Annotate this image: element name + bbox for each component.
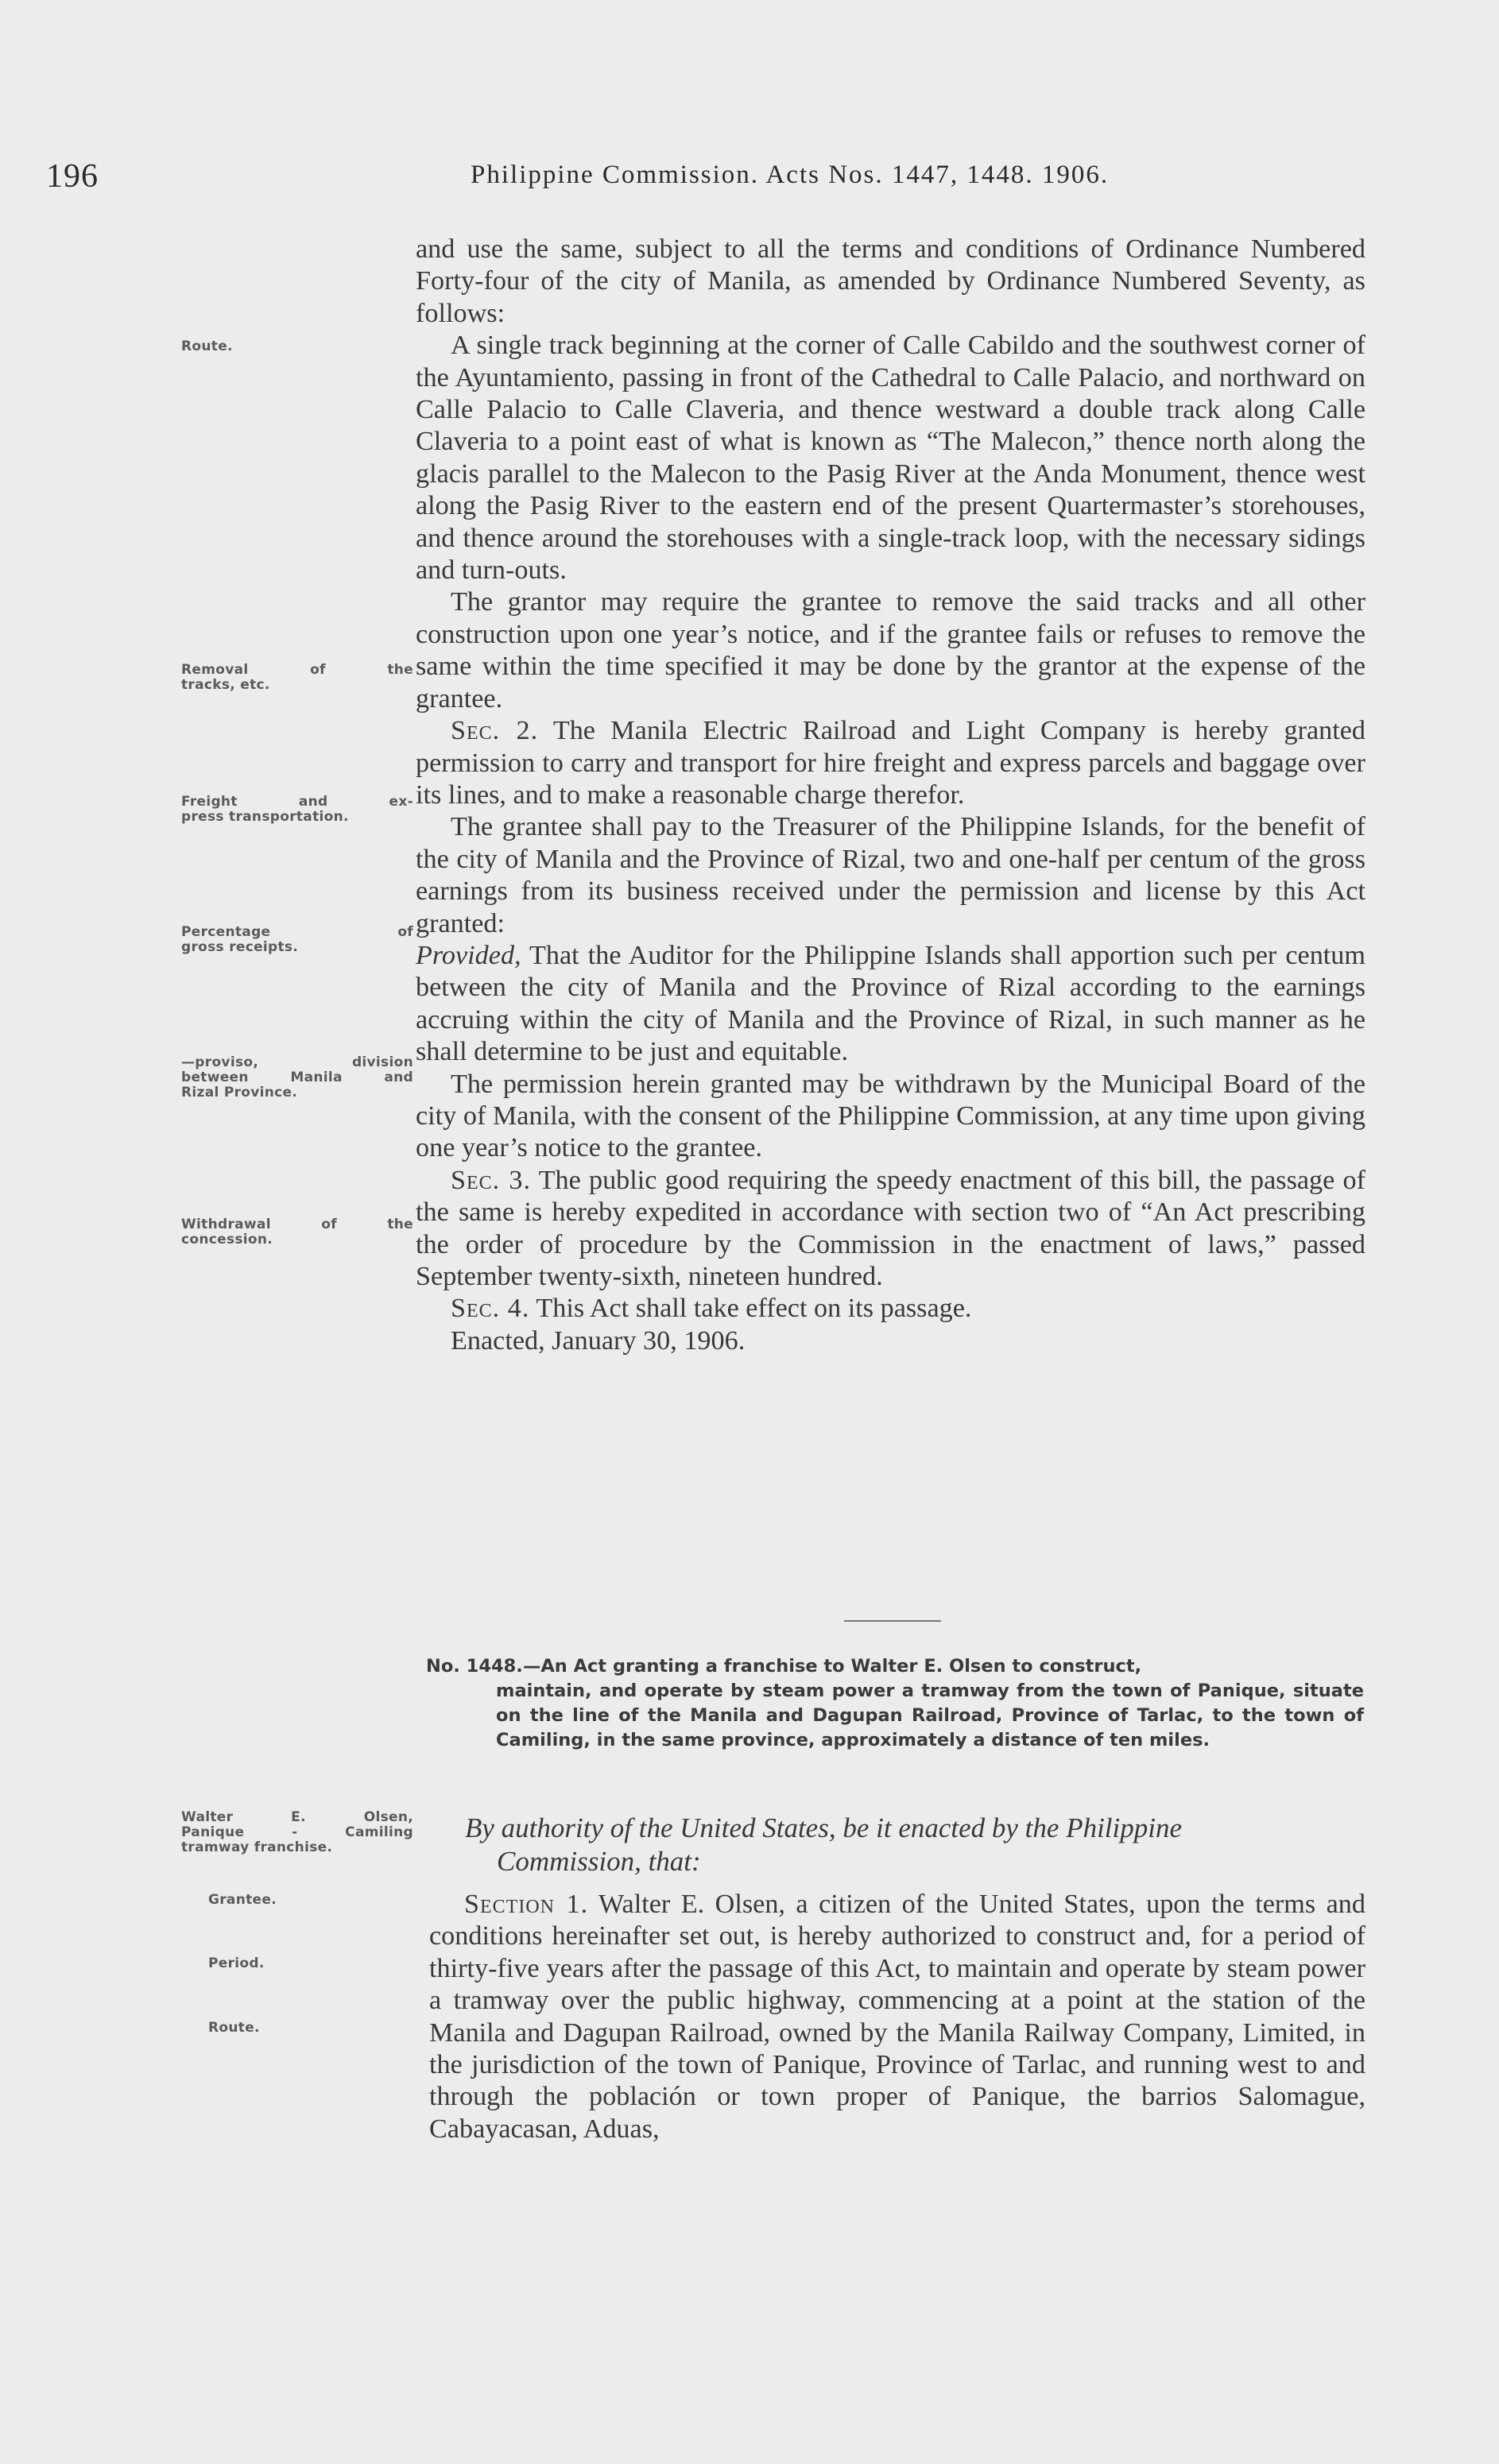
paragraph-enacted: Enacted, January 30, 1906. (451, 1325, 746, 1356)
margin-note-removal: Removal of the tracks, etc. (181, 662, 413, 693)
act-title-rest: maintain, and operate by steam power a tramway from the town of Panique, situate on the line of the Manila and Dagupan Railroad, Province of Tarlac, to the town of Camiling, in the same province, approximately a distance of ten miles. (496, 1681, 1364, 1750)
section-label: Sec. 3. (451, 1165, 532, 1195)
enacting-clause (465, 1812, 1367, 1878)
enacting-line-2: Commission, that: (497, 1846, 701, 1877)
margin-note-period: Period. (208, 1955, 265, 1971)
section-label: Sec. 2. (451, 716, 539, 746)
paragraph: and use the same, subject to all the terms and conditions of Ordinance Numbered Forty-four of the city of Manila, as amended by Ordinance Numbered Seventy, as follows: (416, 234, 1365, 328)
margin-note-route: Route. (181, 338, 233, 354)
main-text-act-1448 (429, 1889, 1365, 2145)
running-title: Philippine Commission. Acts Nos. 1447, 1448. 1906. (471, 161, 1110, 189)
paragraph-section-2 (416, 715, 1365, 811)
margin-note-olsen-franchise: Walter E. Olsen, Panique - Camiling tramway franchise. (181, 1809, 413, 1855)
margin-note-proviso: —proviso, division between Manila and Rizal Province. (181, 1054, 413, 1100)
paragraph-section-1 (429, 1889, 1365, 2145)
paragraph-section-4 (416, 1293, 1365, 1325)
margin-note-route-2: Route. (208, 2020, 260, 2036)
section-text: This Act shall take effect on its passage. (536, 1294, 972, 1324)
page-number: 196 (46, 158, 99, 195)
paragraph-section-3 (416, 1165, 1365, 1294)
running-header (0, 157, 1499, 205)
paragraph-withdrawal: The permission herein granted may be withdrawn by the Municipal Board of the city of Manila, with the consent of the Philippine Commission, at any time upon giving one year’s notice to the grantee. (416, 1069, 1365, 1163)
proviso-label: Provided, (416, 940, 521, 970)
margin-note-withdrawal: Withdrawal of the concession. (181, 1217, 413, 1247)
enacting-line-1: By authority of the United States, be it enacted by the Philippine (465, 1812, 1183, 1843)
paragraph-proviso (416, 940, 1365, 1069)
section-divider (844, 1620, 941, 1622)
margin-note-percentage: Percentage of gross receipts. (181, 924, 413, 955)
main-text-act-1447 (416, 234, 1365, 1357)
section-text: The public good requiring the speedy enactment of this bill, the passage of the same is hereby expedited in accordance with section two of “An Act prescribing the order of procedure by the Commission in the enactment of laws,” passed September twenty-sixth, nineteen hundred. (416, 1165, 1365, 1291)
paragraph-removal: The grantor may require the grantee to remove the said tracks and all other construction upon one year’s notice, and if the grantee fails or refuses to remove the same within the time specified it may be done by the grantor at the expense of the grantee. (416, 587, 1365, 714)
proviso-text: That the Auditor for the Philippine Islands shall apportion such per centum between the city of Manila and the Province of Rizal according to the earnings accruing within the city of Manila and the Province of Rizal, in such manner as he shall determine to be just and equitable. (416, 940, 1365, 1067)
margin-note-grantee: Grantee. (208, 1892, 277, 1908)
act-title-first-line: No. 1448.—An Act granting a franchise to Walter E. Olsen to construct, (426, 1656, 1142, 1677)
paragraph-percentage: The grantee shall pay to the Treasurer of the Philippine Islands, for the benefit of the city of Manila and the Province of Rizal, two and one-half per centum of the gross earnings from its business received under the permission and license by this Act granted: (416, 812, 1365, 938)
section-text: The Manila Electric Railroad and Light Company is hereby granted permission to carry and transport for hire freight and express parcels and baggage over its lines, and to make a reasonable charge therefor. (416, 716, 1366, 810)
section-label: Section 1. (464, 1890, 589, 1919)
paragraph-route: A single track beginning at the corner of Calle Cabildo and the southwest corner of the Ayuntamiento, passing in front of the Cathedral to Calle Palacio, and northward on Calle Palacio to Calle Claveria, and thence westward a double track along Calle Claveria to a point east of what is known as “The Malecon,” thence north along the glacis parallel to the Malecon to the Pasig River at the Anda Monument, thence west along the Pasig River to the eastern end of the present Quartermaster’s storehouses, and thence around the storehouses with a single-track loop, with the necessary sidings and turn-outs. (416, 331, 1365, 586)
act-1448-title (426, 1654, 1364, 1753)
section-label: Sec. 4. (451, 1294, 530, 1324)
margin-note-freight: Freight and ex- press transportation. (181, 794, 413, 825)
section-text: Walter E. Olsen, a citizen of the United States, upon the terms and conditions hereinafter set out, is hereby authorized to construct and, for a period of thirty-five years after the passage of this Act, to maintain and operate by steam power a tramway over the public highway, commencing at a point at the station of the Manila and Dagupan Railroad, owned by the Manila Railway Company, Limited, in the jurisdiction of the town of Panique, Province of Tarlac, and running west to and through the población or town proper of Panique, the barrios Salomague, Cabayacasan, Aduas, (429, 1890, 1365, 2144)
